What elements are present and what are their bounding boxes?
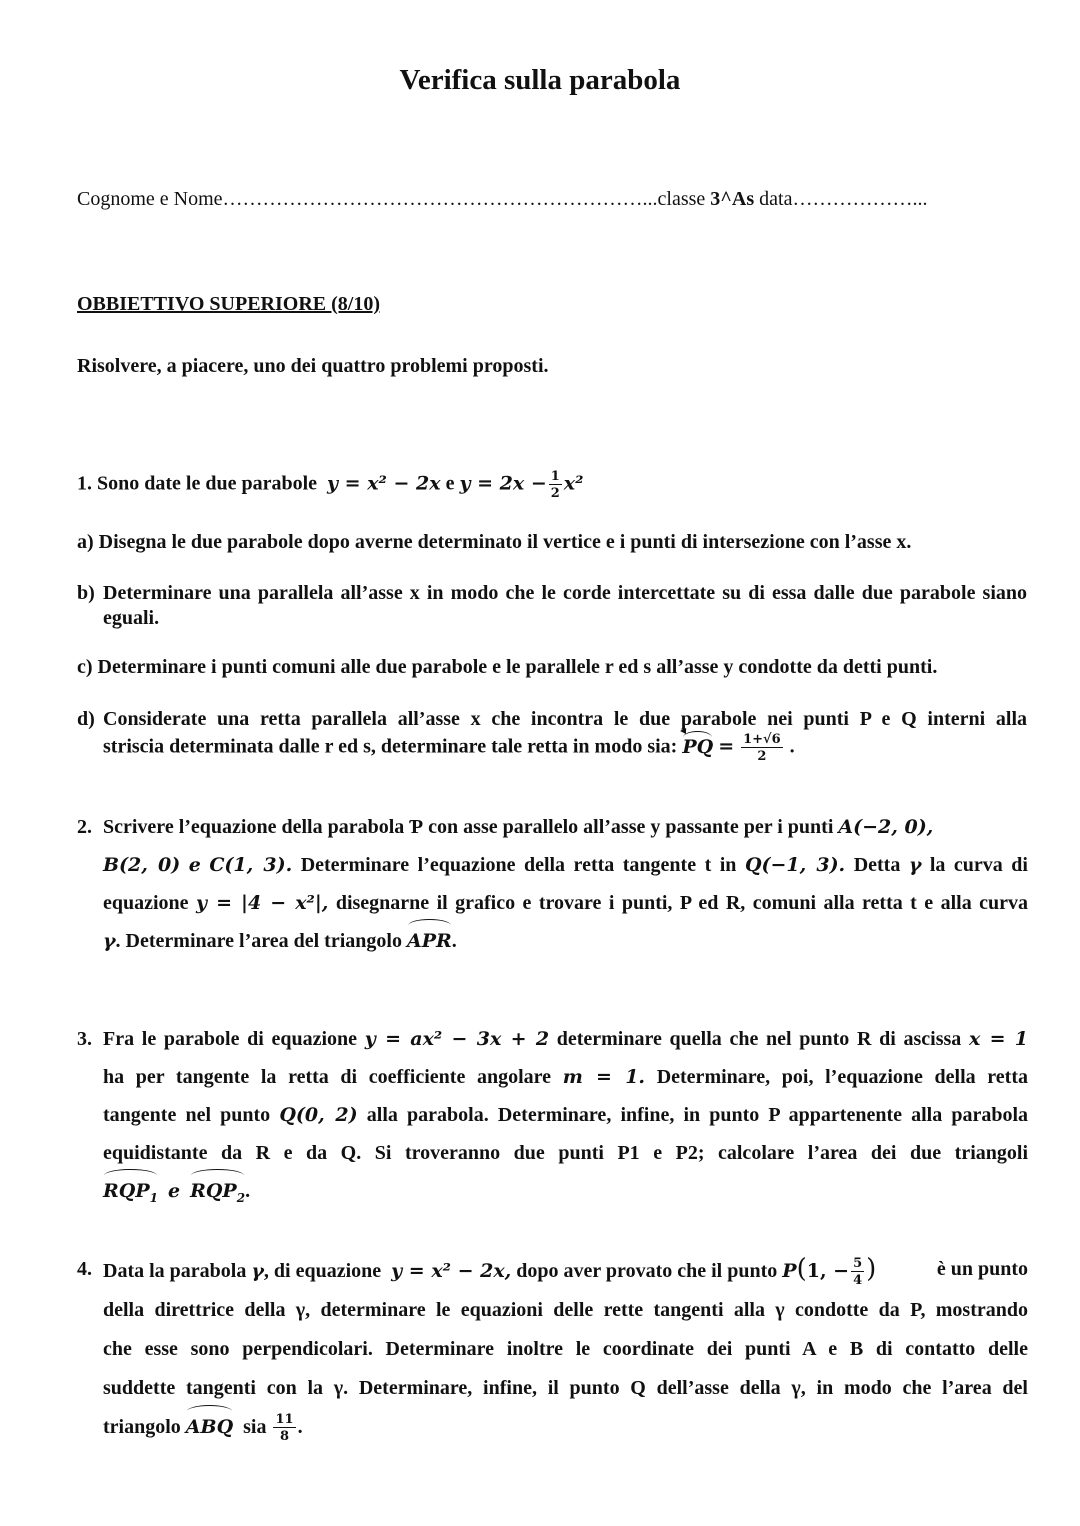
problem-2-line4: γ. Determinare l’area del triangolo APR. bbox=[103, 922, 1028, 960]
problem-4 bbox=[77, 1250, 1028, 1447]
name-dots: ………………………………………………………... bbox=[222, 188, 658, 210]
problem-2-line3: equazione y = |4 − x²|, disegnarne il grafico e trovare i punti, P ed R, comuni alla retta t e alla curva bbox=[103, 892, 1029, 914]
triangle-apr: APR bbox=[407, 922, 452, 960]
problem-1-conj: e bbox=[445, 472, 455, 495]
item-text-line2: striscia determinata dalle r ed s, determinare tale retta in modo sia: PQ = $\frac{1+√6}{2}$ . bbox=[103, 732, 795, 764]
instruction: Risolvere, a piacere, uno dei quattro problemi proposti. bbox=[77, 355, 549, 377]
date-dots: ………………... bbox=[792, 188, 928, 210]
item-label: c) bbox=[77, 656, 93, 678]
problem-4-line4: suddette tangenti con la γ. Determinare, infine, il punto Q dell’asse della γ, in modo che l’area del bbox=[103, 1377, 1028, 1399]
problem-1-item-a bbox=[77, 531, 911, 554]
student-info-line bbox=[77, 188, 927, 211]
triangle-abq: ABQ bbox=[186, 1408, 233, 1447]
problem-1-statement bbox=[77, 470, 583, 500]
page-title: Verifica sulla parabola bbox=[399, 64, 681, 96]
item-text: Determinare una parallela all’asse x in modo che le corde intercettate su di essa dalle due parabole siano eguali. bbox=[103, 582, 1027, 629]
problem-3-line3: tangente nel punto Q(0, 2) alla parabola. Determinare, infine, in punto P appartenente alla parabola bbox=[103, 1104, 1029, 1126]
problem-1-number: 1. bbox=[77, 472, 92, 495]
problem-1-item-d bbox=[77, 706, 1027, 763]
item-text: Determinare i punti comuni alle due parabole e le parallele r ed s all’asse y condotte da detti punti. bbox=[97, 656, 938, 678]
item-label: a) bbox=[77, 531, 94, 553]
problem-3 bbox=[77, 1020, 1028, 1217]
class-label: classe bbox=[657, 188, 706, 210]
problem-1-intro: Sono date le due parabole bbox=[97, 472, 318, 495]
problem-1-item-b bbox=[77, 581, 1027, 631]
item-text-line1: Considerate una retta parallela all’asse x che incontra le due parabole nei punti P e Q interni alla bbox=[103, 708, 1027, 730]
problem-3-number: 3. bbox=[77, 1028, 92, 1050]
problem-3-line2: ha per tangente la retta di coefficiente angolare m = 1. Determinare, poi, l’equazione della retta bbox=[103, 1066, 1028, 1088]
problem-4-line5: triangolo ABQ sia $\frac{11}{8}$ . bbox=[103, 1408, 1028, 1447]
problem-4-line1: Data la parabola γ, di equazione y = x² − 2x, dopo aver provato che il punto P(1, − $\frac{5}{4}$ ) è un punto bbox=[103, 1254, 1028, 1289]
problem-3-line5: $RQP_1$ e $RQP_2$. bbox=[103, 1172, 1028, 1217]
triangle-rqp1: $RQP_1$ bbox=[103, 1172, 158, 1217]
section-heading: OBBIETTIVO SUPERIORE (8/10) bbox=[77, 293, 380, 315]
item-label: d) bbox=[77, 708, 95, 730]
problem-4-line3: che esse sono perpendicolari. Determinare inoltre le coordinate dei punti A e B di contatto delle bbox=[103, 1338, 1028, 1360]
name-label: Cognome e Nome bbox=[77, 188, 223, 210]
problem-2-line2: B(2, 0) e C(1, 3). Determinare l’equazione della retta tangente t in Q(−1, 3). Detta γ la curva di bbox=[103, 854, 1028, 876]
problem-1-eq2-prefix: y = 2x − bbox=[459, 472, 547, 495]
problem-2 bbox=[77, 808, 1028, 960]
problem-1-eq2-fraction: $\frac{1}{2}$ bbox=[550, 469, 560, 501]
point-p-fraction: $\frac{5}{4}$ bbox=[853, 1256, 863, 1289]
area-fraction: $\frac{11}{8}$ bbox=[275, 1412, 294, 1445]
triangle-rqp2: $RQP_2$ bbox=[190, 1172, 245, 1217]
problem-2-line1: Scrivere l’equazione della parabola Ƥ con asse parallelo all’asse y passante per i punti A(−2, 0), bbox=[103, 816, 934, 838]
problem-3-line4: equidistante da R e da Q. Si troveranno due punti P1 e P2; calcolare l’area dei due triangoli bbox=[103, 1142, 1028, 1164]
problem-3-line1: Fra le parabole di equazione y = ax² − 3x + 2 determinare quella che nel punto R di ascissa x = 1 bbox=[103, 1028, 1029, 1050]
date-label: data bbox=[759, 188, 793, 210]
item-label: b) bbox=[77, 582, 95, 604]
problem-4-number: 4. bbox=[77, 1258, 92, 1280]
item-text: Disegna le due parabole dopo averne determinato il vertice e i punti di intersezione con l’asse x. bbox=[98, 531, 912, 553]
problem-2-number: 2. bbox=[77, 816, 92, 838]
problem-1-eq2-suffix: x² bbox=[563, 472, 584, 495]
class-value: 3^As bbox=[710, 188, 755, 210]
problem-4-line2: della direttrice della γ, determinare le equazioni delle rette tangenti alla γ condotte da P, mostrando bbox=[103, 1299, 1028, 1321]
problem-1-eq1: y = x² − 2x bbox=[327, 472, 441, 495]
segment-pq: PQ bbox=[682, 734, 713, 761]
pq-fraction: $\frac{1+√6}{2}$ bbox=[743, 732, 781, 764]
problem-1-item-c bbox=[77, 656, 937, 679]
